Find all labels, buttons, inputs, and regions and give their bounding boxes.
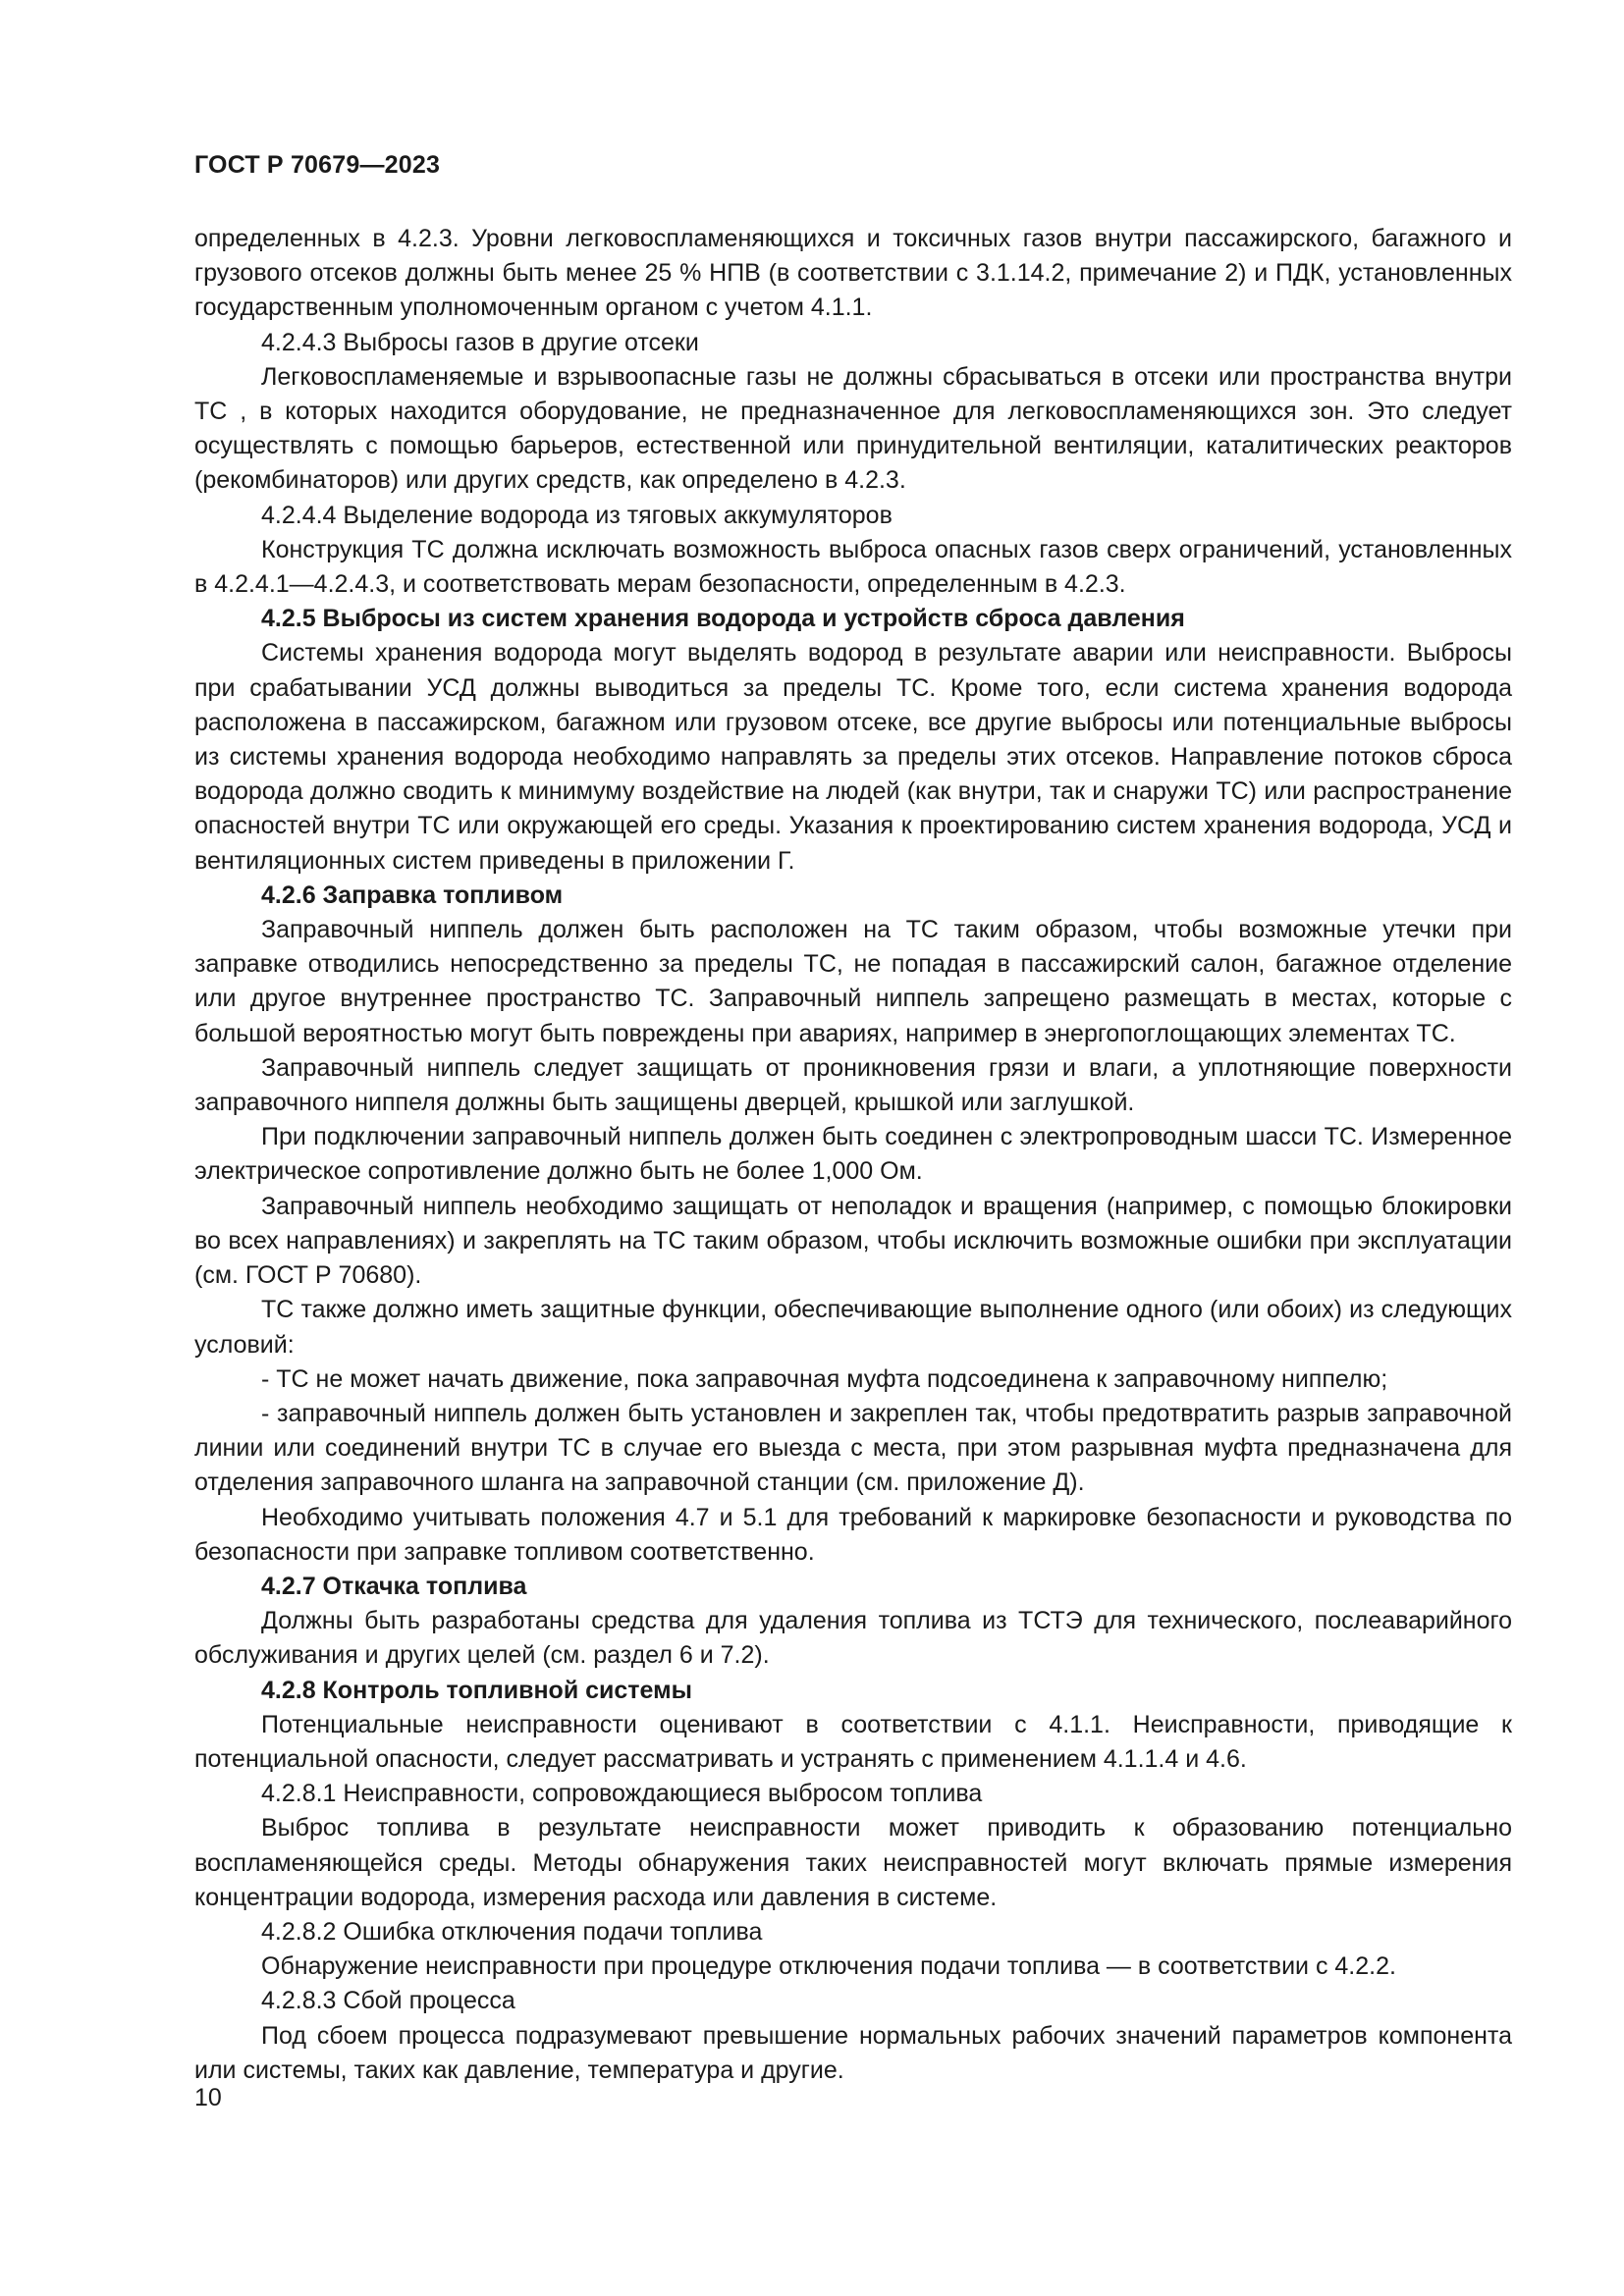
- section-heading-4-2-7: 4.2.7 Откачка топлива: [261, 1572, 527, 1600]
- document-body: [194, 222, 1512, 2088]
- subsection-heading-4-2-8-3: 4.2.8.3 Сбой процесса: [261, 1987, 515, 2015]
- paragraph: Заправочный ниппель необходимо защищать от неполадок и вращения (например, с помощью блокировки во всех направлениях) и закреплять на ТС таким образом, чтобы исключить возможные ошибки при эксплуатации (см. ГОСТ Р 70680).: [194, 1192, 1512, 1290]
- paragraph: Заправочный ниппель следует защищать от проникновения грязи и влаги, а уплотняющие поверхности заправочного ниппеля должны быть защищены дверцей, крышкой или заглушкой.: [194, 1053, 1512, 1117]
- paragraph: Обнаружение неисправности при процедуре отключения подачи топлива — в соответствии с 4.2.2.: [261, 1952, 1396, 1981]
- paragraph: ТС также должно иметь защитные функции, обеспечивающие выполнение одного (или обоих) из следующих условий:: [194, 1296, 1512, 1359]
- paragraph: Заправочный ниппель должен быть расположен на ТС таким образом, чтобы возможные утечки при заправке отводились непосредственно за пределы ТС, не попадая в пассажирский салон, багажное отделение или другое внутреннее пространство ТС. Заправочный ниппель запрещено размещать в местах, которые с большой вероятностью могут быть повреждены при авариях, например в энергопоглощающих элементах ТС.: [194, 916, 1512, 1047]
- document-id-header: ГОСТ Р 70679—2023: [194, 151, 441, 179]
- paragraph: Должны быть разработаны средства для удаления топлива из ТСТЭ для технического, послеаварийного обслуживания и других целей (см. раздел 6 и 7.2).: [194, 1607, 1512, 1670]
- paragraph: Системы хранения водорода могут выделять водород в результате аварии или неисправности. Выбросы при срабатывании УСД должны выводиться за пределы ТС. Кроме того, если система хранения водорода расположена в пассажирском, багажном или грузовом отсеке, все другие выбросы или потенциальные выбросы из системы хранения водорода необходимо направлять за пределы этих отсеков. Направление потоков сброса водорода должно сводить к минимуму воздействие на людей (как внутри, так и снаружи ТС) или распространение опасностей внутри ТС или окружающей его среды. Указания к проектированию систем хранения водорода, УСД и вентиляционных систем приведены в приложении Г.: [194, 639, 1512, 875]
- subsection-heading-4-2-8-1: 4.2.8.1 Неисправности, сопровождающиеся выбросом топлива: [261, 1780, 983, 1808]
- paragraph: Потенциальные неисправности оценивают в соответствии с 4.1.1. Неисправности, приводящие к потенциальной опасности, следует рассматривать и устранять с применением 4.1.1.4 и 4.6.: [194, 1710, 1512, 1773]
- paragraph-continuation: определенных в 4.2.3. Уровни легковоспламеняющихся и токсичных газов внутри пассажирского, багажного и грузового отсеков должны быть менее 25 % НПВ (в соответствии с 3.1.14.2, примечание 2) и ПДК, установленных государственным уполномоченным органом с учетом 4.1.1.: [194, 225, 1512, 322]
- paragraph: При подключении заправочный ниппель должен быть соединен с электропроводным шасси ТС. Измеренное электрическое сопротивление должно быть не более 1,000 Ом.: [194, 1123, 1512, 1186]
- subsection-heading-4-2-4-4: 4.2.4.4 Выделение водорода из тяговых аккумуляторов: [261, 501, 893, 529]
- subsection-heading-4-2-4-3: 4.2.4.3 Выбросы газов в другие отсеки: [261, 328, 699, 356]
- list-item: - ТС не может начать движение, пока заправочная муфта подсоединена к заправочному ниппелю;: [261, 1364, 1388, 1393]
- section-heading-4-2-6: 4.2.6 Заправка топливом: [261, 881, 564, 909]
- paragraph: Выброс топлива в результате неисправности может приводить к образованию потенциально воспламеняющейся среды. Методы обнаружения таких неисправностей могут включать прямые измерения концентрации водорода, измерения расхода или давления в системе.: [194, 1814, 1512, 1911]
- paragraph: Конструкция ТС должна исключать возможность выброса опасных газов сверх ограничений, установленных в 4.2.4.1—4.2.4.3, и соответствовать мерам безопасности, определенным в 4.2.3.: [194, 535, 1512, 599]
- list-item: - заправочный ниппель должен быть установлен и закреплен так, чтобы предотвратить разрыв заправочной линии или соединений внутри ТС в случае его выезда с места, при этом разрывная муфта предназначена для отделения заправочного шланга на заправочной станции (см. приложение Д).: [194, 1399, 1512, 1497]
- section-heading-4-2-5: 4.2.5 Выбросы из систем хранения водорода и устройств сброса давления: [261, 605, 1185, 633]
- paragraph: Под сбоем процесса подразумевают превышение нормальных рабочих значений параметров компонента или системы, таких как давление, температура и другие.: [194, 2021, 1512, 2084]
- subsection-heading-4-2-8-2: 4.2.8.2 Ошибка отключения подачи топлива: [261, 1917, 763, 1946]
- paragraph: Легковоспламеняемые и взрывоопасные газы не должны сбрасываться в отсеки или пространства внутри ТС , в которых находится оборудование, не предназначенное для легковоспламеняющихся зон. Это следует осуществлять с помощью барьеров, естественной или принудительной вентиляции, каталитических реакторов (рекомбинаторов) или других средств, как определено в 4.2.3.: [194, 362, 1512, 495]
- page-number: 10: [194, 2084, 222, 2111]
- paragraph: Необходимо учитывать положения 4.7 и 5.1 для требований к маркировке безопасности и руководства по безопасности при заправке топливом соответственно.: [194, 1503, 1512, 1566]
- section-heading-4-2-8: 4.2.8 Контроль топливной системы: [261, 1676, 692, 1704]
